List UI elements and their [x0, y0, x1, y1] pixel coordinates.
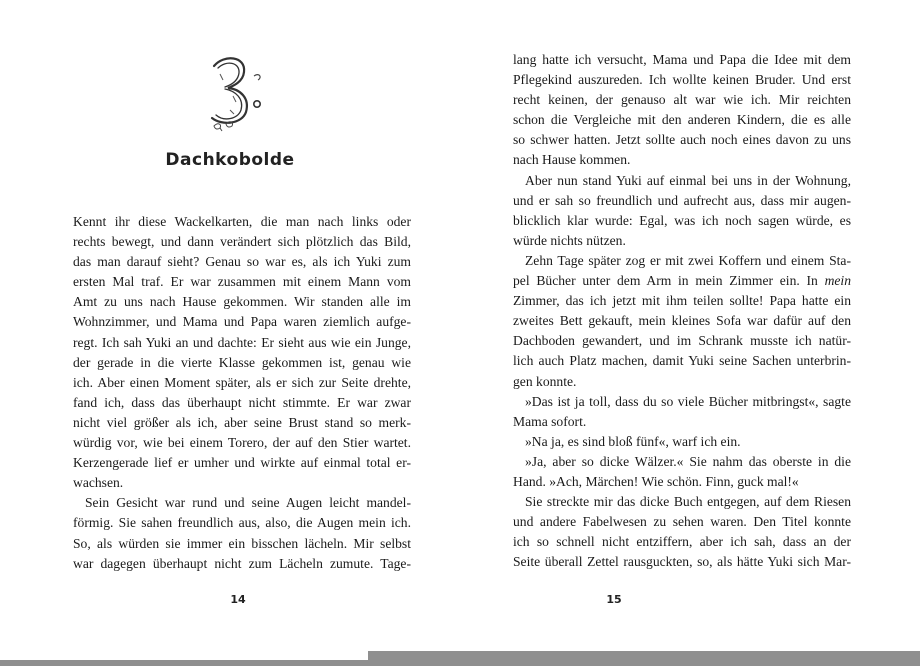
text-line: Kerzengerade lief er umher und wirkte auf einmal total er-: [73, 455, 411, 471]
text-line: fand ich, dass das überhaupt nicht stimmte. Er war zwar: [73, 394, 411, 410]
text-line: der gerade in die vierte Klasse gekommen ist, genau wie: [73, 354, 411, 370]
text-line: ersten Mal traf. Er war zusammen mit einem Mann vom: [73, 274, 411, 290]
bottom-scan-edge: [0, 660, 368, 666]
text-line: [513, 271, 851, 291]
left-page-body: [73, 212, 411, 574]
page-number: 15: [606, 593, 622, 606]
text-line: schon die Vergleiche mit den anderen Kindern, die es alle: [513, 112, 851, 128]
text-segment: pel Bücher unter dem Arm in mein Zimmer ein. In: [513, 273, 818, 289]
bottom-scan-edge: [368, 651, 920, 666]
text-line: nach Hause kommen.: [513, 152, 631, 168]
text-line: Aber nun stand Yuki auf einmal bei uns in der Wohnung,: [525, 172, 851, 188]
text-line: und er sah so freundlich und aufrecht aus, dass mir augen-: [513, 192, 851, 208]
chapter-number-illustration: [200, 52, 270, 132]
text-line: blicklich klar wurde: Egal, was ich noch sagen würde, es: [513, 212, 851, 228]
right-page-body: [513, 50, 851, 572]
text-line: zweites Bett gekauft, mein kleines Sofa war dafür auf den: [513, 313, 851, 329]
text-line: gen konnte.: [513, 373, 577, 389]
text-line: »Das ist ja toll, dass du so viele Bücher mitbringst«, sagte: [525, 393, 851, 409]
chapter-title: Dachkobolde: [165, 150, 295, 170]
text-line: lich auch Platz machen, damit Yuki seine Sachen unterbrin-: [513, 353, 851, 369]
text-line: lang hatte ich versucht, Mama und Papa die Idee mit dem: [513, 52, 851, 67]
text-line: Amt zu uns nach Hause gekommen. Wir standen alle im: [73, 294, 411, 310]
text-line: das man darauf sieht? Genau so war es, als ich Yuki zum: [73, 254, 411, 270]
text-line: So, als würden sie immer ein bisschen lächeln. Mir selbst: [73, 535, 411, 551]
text-line: recht keinen, der genauso alt war wie ich. Mir reichten: [513, 92, 851, 108]
text-line: Seite überall Zettel rausguckten, so, als hätte Yuki sich Mar-: [513, 554, 851, 570]
text-line: »Ja, aber so dicke Wälzer.« Sie nahm das oberste in die: [525, 453, 851, 469]
page-number: 14: [230, 593, 246, 606]
text-line: ich so schnell nicht entziffern, aber ich sah, dass an der: [513, 534, 851, 550]
text-line: würdig vor, wie bei einem Torero, der auf den Stier wartet.: [73, 435, 411, 451]
text-line: so schwer hatten. Jetzt sollte auch noch eines davon zu uns: [513, 132, 851, 148]
text-line: Mama sofort.: [513, 413, 587, 429]
text-line: ich. Aber einen Moment später, als er sich zur Seite drehte,: [73, 374, 411, 390]
text-line: Hand. »Ach, Märchen! Wie schön. Finn, guck mal!«: [513, 473, 799, 489]
text-line: regt. Ich sah Yuki an und dachte: Er sieht aus wie ein Junge,: [73, 334, 411, 350]
text-line: Wohnzimmer, und Mama und Papa waren ziemlich aufge-: [73, 314, 411, 330]
text-line: rechts bewegt, und dann verändert sich plötzlich das Bild,: [73, 234, 411, 250]
text-line: wachsen.: [73, 475, 124, 491]
text-line: Sie streckte mir das dicke Buch entgegen, auf dem Riesen: [525, 494, 851, 510]
text-line: förmig. Sie sahen freundlich aus, also, die Augen mein ich.: [73, 515, 411, 531]
text-line: war dagegen überhaupt nicht zum Lächeln zumute. Tage-: [73, 555, 411, 571]
text-line: und andere Fabelwesen zu sehen waren. Den Titel konnte: [513, 514, 851, 530]
right-page: [460, 0, 920, 666]
text-line: nicht viel größer als ich, aber seine Brust stand so merk-: [73, 414, 411, 430]
text-line: Zehn Tage später zog er mit zwei Koffern und einem Sta-: [525, 252, 851, 268]
text-line: würde nichts nützen.: [513, 232, 626, 248]
text-line: »Na ja, es sind bloß fünf«, warf ich ein.: [525, 433, 741, 449]
text-line: Sein Gesicht war rund und seine Augen leicht mandel-: [85, 495, 411, 511]
text-line: Pflegekind auszureden. Ich wollte keinen Bruder. Und erst: [513, 72, 851, 88]
text-line: Zimmer, das ich jetzt mit ihm teilen sollte! Papa hatte ein: [513, 293, 851, 309]
emphasis: mein: [824, 273, 851, 289]
text-line: Dachboden gewandert, und im Schrank musste ich natür-: [513, 333, 851, 349]
text-line: Kennt ihr diese Wackelkarten, die man nach links oder: [73, 214, 411, 229]
